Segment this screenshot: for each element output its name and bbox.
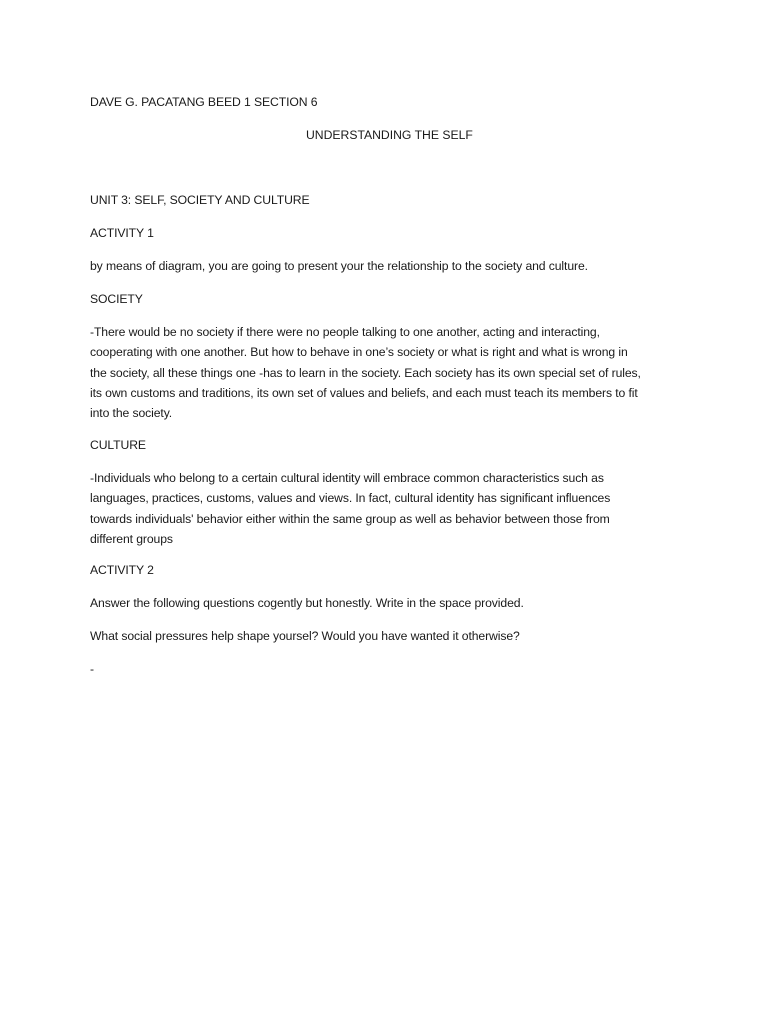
society-line: into the society. — [90, 406, 173, 421]
society-line: the society, all these things one -has to learn in the society. Each society has its own special set of rules, — [90, 365, 641, 380]
society-paragraph — [90, 322, 680, 423]
society-line: -There would be no society if there were no people talking to one another, acting and interacting, — [90, 325, 600, 339]
activity2-heading: ACTIVITY 2 — [90, 563, 154, 577]
society-line: its own customs and traditions, its own set of values and beliefs, and each must teach its members to fit — [90, 385, 638, 400]
culture-line: languages, practices, customs, values and views. In fact, cultural identity has significant influences — [90, 491, 611, 506]
activity1-instruction: by means of diagram, you are going to present your the relationship to the society and culture. — [90, 259, 588, 273]
author-line: DAVE G. PACATANG BEED 1 SECTION 6 — [90, 95, 318, 109]
culture-line: different groups — [90, 531, 173, 546]
activity2-answer: - — [90, 662, 94, 676]
society-line: cooperating with one another. But how to behave in one’s society or what is right and what is wrong in — [90, 345, 628, 360]
society-heading: SOCIETY — [90, 292, 143, 306]
culture-line: towards individuals' behavior either within the same group as well as behavior between those from — [90, 511, 610, 526]
document-title: UNDERSTANDING THE SELF — [306, 128, 473, 142]
activity1-heading: ACTIVITY 1 — [90, 226, 154, 240]
culture-heading: CULTURE — [90, 438, 146, 452]
culture-paragraph — [90, 468, 680, 549]
unit-heading: UNIT 3: SELF, SOCIETY AND CULTURE — [90, 193, 310, 207]
activity2-instruction: Answer the following questions cogently but honestly. Write in the space provided. — [90, 596, 524, 610]
culture-line: -Individuals who belong to a certain cultural identity will embrace common characteristics such as — [90, 471, 604, 485]
activity2-question: What social pressures help shape yoursel? Would you have wanted it otherwise? — [90, 629, 520, 643]
